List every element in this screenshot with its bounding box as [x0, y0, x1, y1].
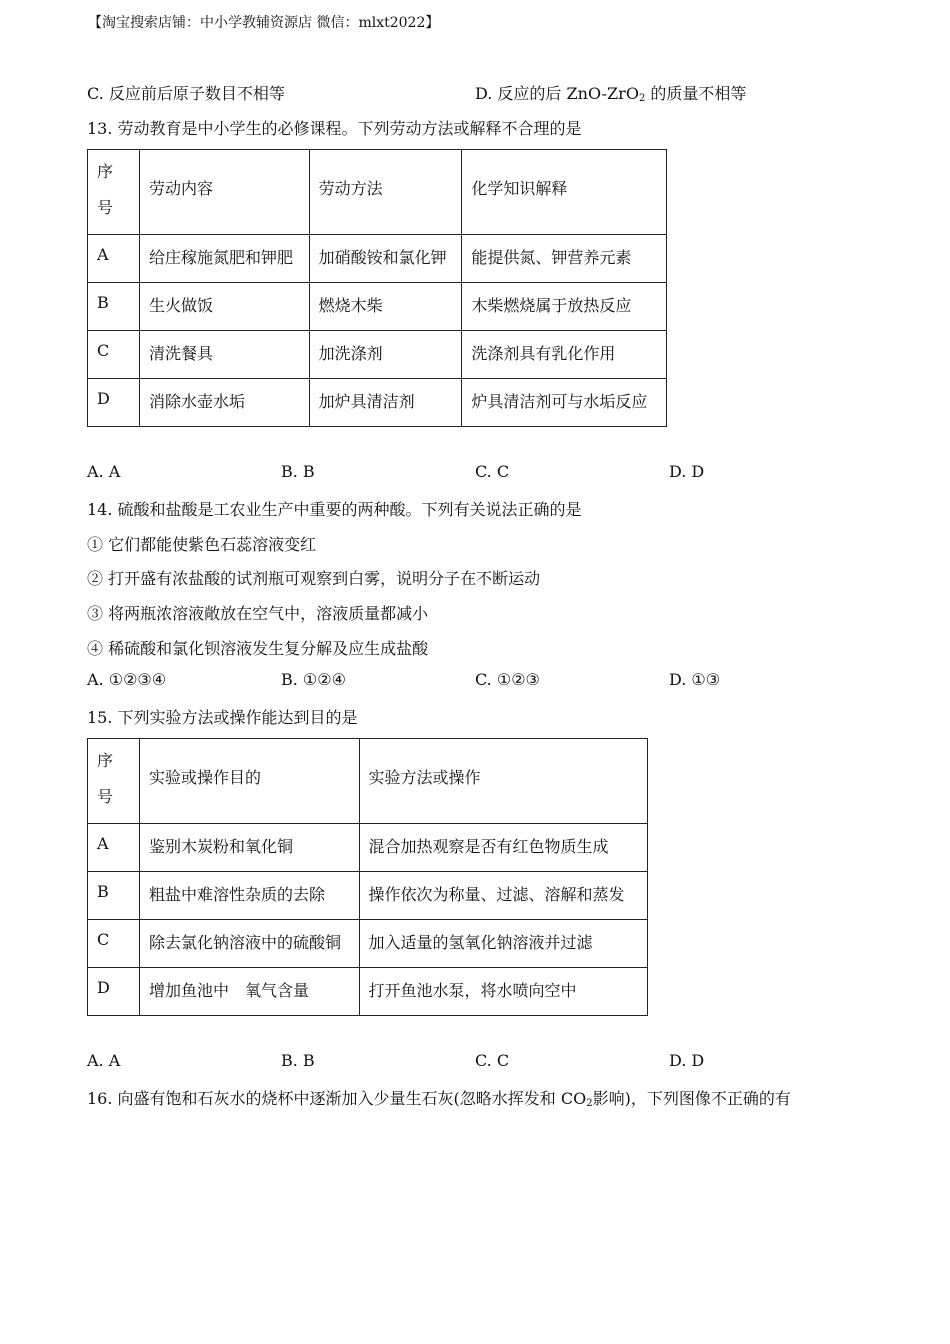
q15-option-b: B. B [281, 1051, 315, 1070]
q12-option-c: C. 反应前后原子数目不相等 [87, 84, 285, 103]
q14-option-d: D. ①③ [669, 670, 721, 689]
q13-stem: 13. 劳动教育是中小学生的必修课程。下列劳动方法或解释不合理的是 [87, 119, 582, 138]
q13-table [87, 149, 667, 427]
table-cell: D [88, 968, 140, 1016]
q14-item-4: ④ 稀硫酸和氯化钡溶液发生复分解及应生成盐酸 [87, 639, 429, 658]
table-cell: C [88, 331, 140, 379]
table-cell: 除去氯化钠溶液中的硫酸铜 [139, 920, 359, 968]
header-index-char-1: 序 [97, 162, 114, 181]
q12-option-d-prefix: D. 反应的后 ZnO-ZrO [475, 84, 639, 103]
table-row [88, 379, 667, 427]
header-cell-index [88, 150, 140, 235]
q16-stem-sub: 2 [586, 1098, 593, 1109]
q13-option-b: B. B [281, 462, 315, 481]
table-cell: 操作依次为称量、过滤、溶解和蒸发 [359, 872, 647, 920]
q13-option-d: D. D [669, 462, 705, 481]
q14-item-1: ① 它们都能使紫色石蕊溶液变红 [87, 535, 317, 554]
table-cell: 增加鱼池中 氧气含量 [139, 968, 359, 1016]
table-cell: 生火做饭 [139, 283, 309, 331]
table-header-row [88, 739, 648, 824]
q14-item-2: ② 打开盛有浓盐酸的试剂瓶可观察到白雾，说明分子在不断运动 [87, 569, 541, 588]
q14-option-c: C. ①②③ [475, 670, 540, 689]
table-cell: 清洗餐具 [139, 331, 309, 379]
table-header-row [88, 150, 667, 235]
header-index-char-2: 号 [97, 198, 114, 217]
header-cell: 化学知识解释 [462, 150, 667, 235]
table-cell: 加入适量的氢氧化钠溶液并过滤 [359, 920, 647, 968]
table-cell: 洗涤剂具有乳化作用 [462, 331, 667, 379]
table-cell: 打开鱼池水泵，将水喷向空中 [359, 968, 647, 1016]
q16-stem-prefix: 16. 向盛有饱和石灰水的烧杯中逐渐加入少量生石灰(忽略水挥发和 CO [87, 1089, 587, 1108]
table-cell: 木柴燃烧属于放热反应 [462, 283, 667, 331]
q12-option-d-sub: 2 [638, 93, 646, 104]
q15-option-a: A. A [87, 1051, 121, 1070]
q13-option-a: A. A [87, 462, 121, 481]
table-cell: B [88, 872, 140, 920]
q14-option-a: A. ①②③④ [87, 670, 167, 689]
table-cell: A [88, 824, 140, 872]
table-cell: D [88, 379, 140, 427]
table-cell: 消除水壶水垢 [139, 379, 309, 427]
q15-option-c: C. C [475, 1051, 510, 1070]
table-cell: 炉具清洁剂可与水垢反应 [462, 379, 667, 427]
q14-stem: 14. 硫酸和盐酸是工农业生产中重要的两种酸。下列有关说法正确的是 [87, 500, 582, 519]
table-cell: 给庄稼施氮肥和钾肥 [139, 235, 309, 283]
table-cell: 加洗涤剂 [309, 331, 462, 379]
header-cell: 劳动方法 [309, 150, 462, 235]
q15-stem: 15. 下列实验方法或操作能达到目的是 [87, 708, 358, 727]
header-cell-index [88, 739, 140, 824]
table-row [88, 872, 648, 920]
q15-option-d: D. D [669, 1051, 705, 1070]
header-cell: 劳动内容 [139, 150, 309, 235]
table-row [88, 331, 667, 379]
table-cell: 加炉具清洁剂 [309, 379, 462, 427]
table-cell: 燃烧木柴 [309, 283, 462, 331]
table-cell: B [88, 283, 140, 331]
table-row [88, 235, 667, 283]
table-cell: 混合加热观察是否有红色物质生成 [359, 824, 647, 872]
table-cell: 能提供氮、钾营养元素 [462, 235, 667, 283]
q16-stem [87, 1086, 791, 1109]
table-cell: 鉴别木炭粉和氧化铜 [139, 824, 359, 872]
table-row [88, 968, 648, 1016]
header-cell: 实验或操作目的 [139, 739, 359, 824]
table-cell: A [88, 235, 140, 283]
table-row [88, 824, 648, 872]
q16-stem-suffix: 影响)，下列图像不正确的有 [592, 1089, 791, 1108]
header-cell: 实验方法或操作 [359, 739, 647, 824]
q14-item-3: ③ 将两瓶浓溶液敞放在空气中，溶液质量都减小 [87, 604, 429, 623]
q12-option-d [475, 81, 746, 104]
page-header: 【淘宝搜索店铺：中小学教辅资源店 微信：mlxt2022】 [88, 15, 440, 31]
q12-option-d-suffix: 的质量不相等 [645, 84, 747, 103]
table-cell: 粗盐中难溶性杂质的去除 [139, 872, 359, 920]
q15-table [87, 738, 648, 1016]
table-cell: C [88, 920, 140, 968]
header-index-char-1: 序 [97, 751, 114, 770]
header-index-char-2: 号 [97, 787, 114, 806]
table-cell: 加硝酸铵和氯化钾 [309, 235, 462, 283]
q14-option-b: B. ①②④ [281, 670, 346, 689]
table-row [88, 920, 648, 968]
table-row [88, 283, 667, 331]
q13-option-c: C. C [475, 462, 510, 481]
